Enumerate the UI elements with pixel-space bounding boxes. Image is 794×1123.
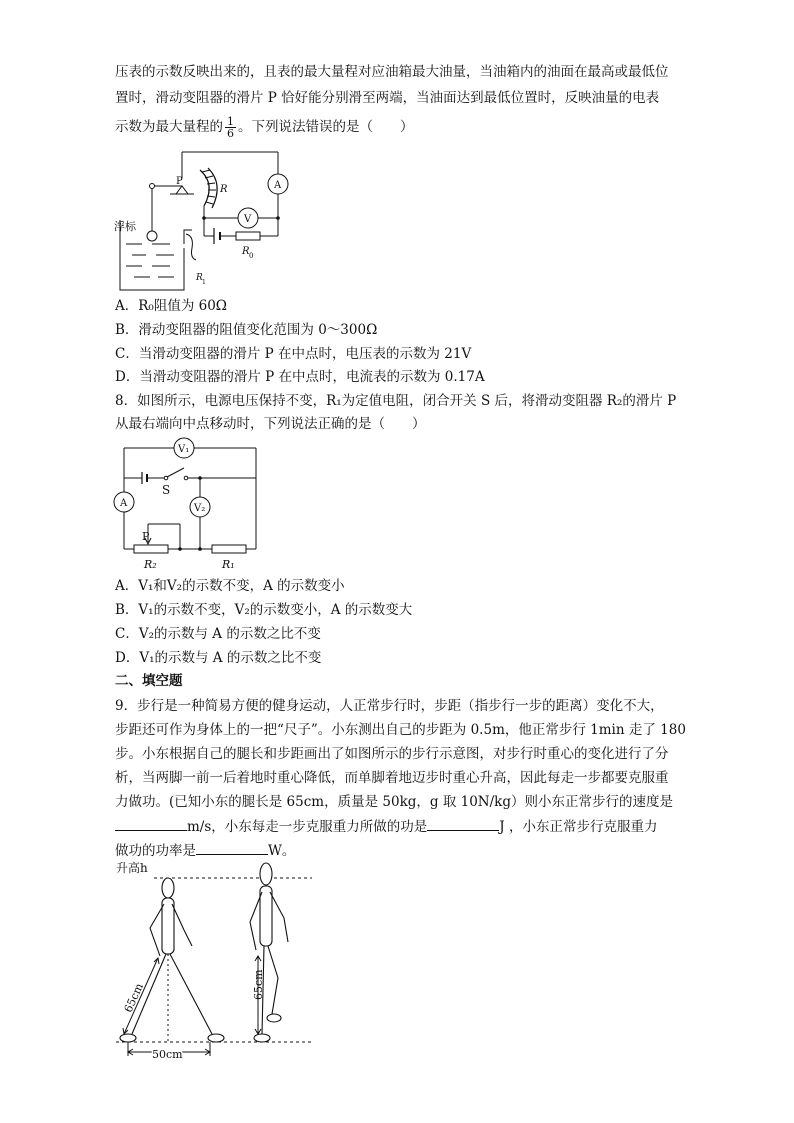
q7-label-r: R bbox=[220, 184, 228, 195]
q8-label-r1: R₁ bbox=[222, 558, 235, 571]
q9-line7-a: 做功的功率是 bbox=[115, 843, 196, 859]
q7-label-float: 浮标 bbox=[114, 220, 136, 233]
q7-frac-den: 6 bbox=[227, 127, 234, 140]
q8-label-ammeter: A bbox=[120, 498, 128, 509]
q8-option-a: A．V₁和V₂的示数不变，A 的示数变小 bbox=[115, 578, 345, 594]
q8-option-d: D．V₁的示数与 A 的示数之比不变 bbox=[115, 650, 322, 666]
q7-stem-line3 bbox=[115, 116, 414, 139]
q9-blank-power[interactable] bbox=[196, 840, 268, 855]
q7-label-r1-sub: 1 bbox=[202, 279, 206, 286]
q7-option-a: A．R₀阻值为 60Ω bbox=[115, 298, 227, 314]
q7-frac-num: 1 bbox=[227, 115, 234, 128]
q7-label-r1: R bbox=[196, 273, 203, 283]
q9-label-leg-right: 65cm bbox=[252, 969, 265, 1000]
q9-line7-b: W。 bbox=[268, 843, 296, 859]
q7-option-d: D．当滑动变阻器的滑片 P 在中点时，电流表的示数为 0.17A bbox=[115, 369, 485, 385]
q7-stem-line3-a: 示数为最大量程的 bbox=[115, 119, 223, 135]
q7-stem-line3-b: 。下列说法错误的是（ ） bbox=[238, 119, 414, 135]
q8-label-r2: R₂ bbox=[144, 558, 157, 571]
q9-line3: 步。小东根据自己的腿长和步距画出了如图所示的步行示意图，对步行时重心的变化进行了分 bbox=[115, 746, 669, 762]
q8-option-b: B．V₁的示数不变，V₂的示数变小，A 的示数变大 bbox=[115, 602, 413, 618]
q9-line6-a: m/s，小东每走一步克服重力所做的功是 bbox=[187, 819, 428, 835]
q8-label-v2: V₂ bbox=[194, 503, 206, 514]
q7-label-ammeter: A bbox=[274, 180, 282, 191]
section-title-fill-in: 二、填空题 bbox=[115, 673, 183, 689]
q9-label-step: 50cm bbox=[152, 1048, 183, 1061]
q8-option-c: C．V₂的示数与 A 的示数之比不变 bbox=[115, 626, 321, 642]
q8-stem-line1: 8．如图所示，电源电压保持不变，R₁为定值电阻，闭合开关 S 后，将滑动变阻器 R₂的滑片 P bbox=[115, 393, 677, 409]
q9-line2: 步距还可作为身体上的一把“尺子”。小东测出自己的步距为 0.5m，他正常步行 1min 走了 180 bbox=[115, 722, 686, 738]
q9-line1: 9．步行是一种简易方便的健身运动，人正常步行时，步距（指步行一步的距离）变化不大， bbox=[115, 698, 664, 714]
q9-line6-b: J ，小东正常步行克服重力 bbox=[499, 819, 658, 835]
q9-blank-work[interactable] bbox=[427, 816, 499, 831]
q7-fraction bbox=[225, 116, 236, 139]
q8-circuit-figure bbox=[112, 436, 262, 571]
q8-label-p: P bbox=[142, 530, 150, 543]
q8-label-switch: S bbox=[162, 483, 171, 497]
q7-label-voltmeter: V bbox=[244, 214, 252, 225]
q7-stem-line1: 压表的示数反映出来的，且表的最大量程对应油箱最大油量，当油箱内的油面在最高或最低位 bbox=[115, 64, 669, 80]
q7-option-b: B．滑动变阻器的阻值变化范围为 0～300Ω bbox=[115, 322, 378, 338]
q9-label-rise-h: 升高h bbox=[116, 861, 148, 875]
q7-circuit-figure bbox=[112, 148, 292, 293]
q7-label-r0-sub: 0 bbox=[249, 252, 254, 260]
q7-label-r0: R bbox=[242, 246, 250, 257]
q7-stem-line2: 置时，滑动变阻器的滑片 P 恰好能分别滑至两端，当油面达到最低位置时，反映油量的电表 bbox=[115, 90, 660, 106]
q9-line4: 析，当两脚一前一后着地时重心降低，而单脚着地迈步时重心升高，因此每走一步都要克服重 bbox=[115, 770, 669, 786]
q8-label-v1: V₁ bbox=[178, 444, 190, 455]
q9-walking-figure bbox=[112, 858, 322, 1068]
q8-stem-line2: 从最右端向中点移动时，下列说法正确的是（ ） bbox=[115, 416, 426, 432]
q9-line5: 力做功。(已知小东的腿长是 65cm，质量是 50kg，g 取 10N/kg）则小东正常步行的速度是 bbox=[115, 794, 673, 810]
q7-label-p: P bbox=[176, 176, 183, 187]
q7-option-c: C．当滑动变阻器的滑片 P 在中点时，电压表的示数为 21V bbox=[115, 346, 472, 362]
q9-label-leg-left: 65cm bbox=[121, 981, 146, 1015]
q9-blank-speed[interactable] bbox=[115, 816, 187, 831]
q9-line6 bbox=[115, 816, 657, 837]
